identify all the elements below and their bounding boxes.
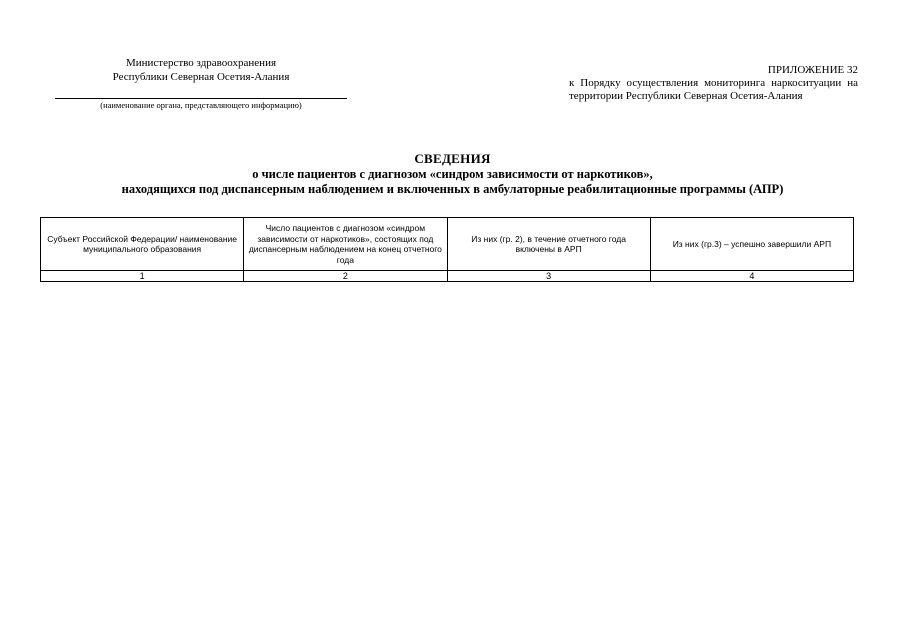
header-col-2: Число пациентов с диагнозом «синдром зависимости от наркотиков», состоящих под диспансерным наблюдением на конец отчетного года [244, 218, 447, 271]
column-number-2: 2 [244, 271, 447, 282]
title-line3: находящихся под диспансерным наблюдением и включенных в амбулаторные реабилитационные программы (АПР) [121, 182, 784, 196]
appendix-text: к Порядку осуществления мониторинга наркоситуации на территории Республики Северная Осетия-Алания [569, 77, 858, 102]
column-number-row [41, 271, 854, 282]
org-block [55, 56, 347, 111]
header-row [41, 218, 854, 271]
title-line2: о числе пациентов с диагнозом «синдром зависимости от наркотиков», [252, 167, 653, 181]
document-title [30, 151, 875, 197]
column-number-4: 4 [650, 271, 853, 282]
header-col-3: Из них (гр. 2), в течение отчетного года включены в АРП [447, 218, 650, 271]
title-main: СВЕДЕНИЯ [414, 151, 491, 166]
header-col-1: Субъект Российской Федерации/ наименование муниципального образования [41, 218, 244, 271]
header-col-4: Из них (гр.3) – успешно завершили АРП [650, 218, 853, 271]
column-number-3: 3 [447, 271, 650, 282]
ministry-name-line2: Республики Северная Осетия-Алания [112, 71, 290, 83]
column-number-1: 1 [41, 271, 244, 282]
report-table [40, 217, 854, 282]
org-name-rule [55, 98, 347, 99]
org-name-caption: (наименование органа, представляющего информацию) [100, 100, 302, 110]
appendix-number: ПРИЛОЖЕНИЕ 32 [767, 64, 858, 76]
ministry-name-line1: Министерство здравоохранения [125, 57, 277, 69]
appendix-block [569, 64, 858, 103]
